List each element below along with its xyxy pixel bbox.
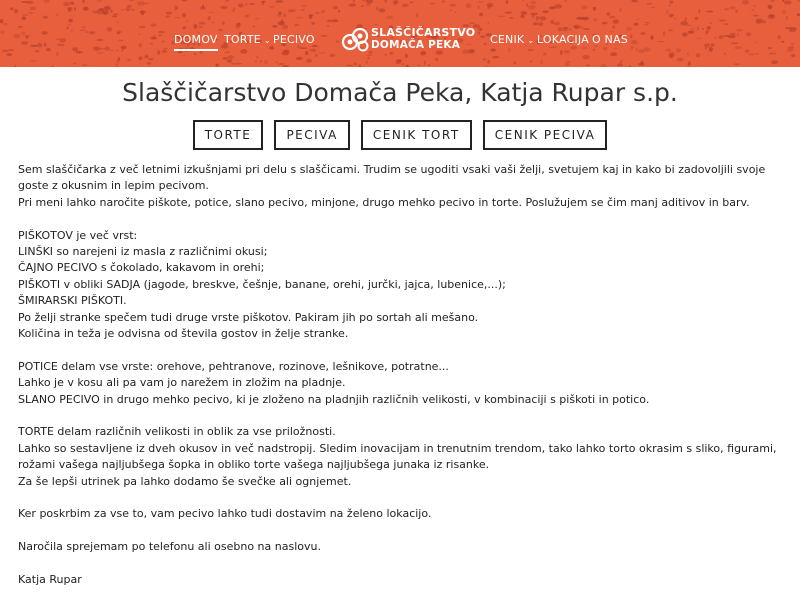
- peciva-button[interactable]: PECIVA: [274, 120, 349, 150]
- paragraph-intro: Pri meni lahko naročite piškote, potice, slano pecivo, minjone, drugo mehko pecivo in torte. Poslužujem se čim manj aditivov in barv.: [18, 195, 750, 209]
- cenik-tort-button[interactable]: CENIK TORT: [361, 120, 472, 150]
- nav-item-label: TORTE: [224, 33, 261, 46]
- signature: Katja Rupar: [18, 573, 82, 587]
- chevron-down-icon: ⌄: [263, 36, 271, 45]
- text-line: PIŠKOTI v obliki SADJA (jagode, breskve, češnje, banane, orehi, jurčki, jajca, lubenice,...);: [18, 277, 506, 291]
- site-logo[interactable]: [341, 26, 476, 54]
- cenik-peciva-button[interactable]: CENIK PECIVA: [483, 120, 608, 150]
- site-header: [0, 0, 800, 67]
- text-line: Lahko so sestavljene iz dveh okusov in več nadstropij. Sledim inovacijam in trenutnim trendom, tako lahko torto okrasim s sliko, figurami, rožami vašega najljubšega šopka in obliko torte vašega najljubšega junaka iz risanke.: [18, 441, 777, 472]
- nav-item-o-nas[interactable]: O NAS: [592, 33, 628, 46]
- text-line: Po želji stranke spečem tudi druge vrste piškotov. Pakiram jih po sortah ali mešano.: [18, 310, 479, 324]
- nav-item-lokacija[interactable]: LOKACIJA: [537, 33, 589, 46]
- nav-item-domov[interactable]: DOMOV: [174, 33, 218, 51]
- nav-item-pecivo[interactable]: PECIVO: [273, 33, 315, 46]
- text-line: SLANO PECIVO in drugo mehko pecivo, ki je zloženo na pladnjih različnih velikosti, v kombinaciji s piškoti in potico.: [18, 392, 650, 406]
- text-line: ŠMIRARSKI PIŠKOTI.: [18, 294, 127, 308]
- main-content: [18, 162, 788, 588]
- text-line: Lahko je v kosu ali pa vam jo narežem in zložim na pladnje.: [18, 376, 346, 390]
- text-line: TORTE delam različnih velikosti in oblik za vse priložnosti.: [18, 425, 336, 439]
- text-line: Za še lepši utrinek pa lahko dodamo še svečke ali ognjemet.: [18, 474, 352, 488]
- nav-item-label: CENIK: [490, 33, 525, 46]
- logo-line-2: DOMAČA PEKA: [371, 39, 461, 51]
- text-line: PIŠKOTOV je več vrst:: [18, 228, 138, 242]
- nav-item-cenik[interactable]: [490, 33, 534, 46]
- text-line: ČAJNO PECIVO s čokolado, kakavom in orehi;: [18, 261, 265, 275]
- cookies-logo-icon: [341, 27, 369, 53]
- text-line: Količina in teža je odvisna od števila gostov in želje stranke.: [18, 327, 349, 341]
- category-buttons: [0, 120, 800, 150]
- main-nav: [0, 0, 800, 67]
- page-title: Slaščičarstvo Domača Peka, Katja Rupar s.p.: [122, 78, 678, 107]
- logo-line-1: SLAŠČIČARSTVO: [371, 26, 476, 39]
- nav-item-torte[interactable]: [224, 33, 271, 46]
- text-line: Naročila sprejemam po telefonu ali osebno na naslovu.: [18, 540, 321, 554]
- paragraph-intro: Sem slaščičarka z več letnimi izkušnjami pri delu s slaščicami. Trudim se ugoditi vsaki vaši želji, svetujem kaj in kako bi zadovoljili svoje goste z okusnim in lepim pecivom.: [18, 163, 766, 193]
- chevron-down-icon: ⌄: [527, 36, 535, 45]
- torte-button[interactable]: TORTE: [193, 120, 264, 150]
- text-line: Ker poskrbim za vse to, vam pecivo lahko tudi dostavim na želeno lokacijo.: [18, 507, 432, 521]
- text-line: LINŠKI so narejeni iz masla z različnimi okusi;: [18, 245, 268, 259]
- text-line: POTICE delam vse vrste: orehove, pehtranove, rozinove, lešnikove, potratne...: [18, 359, 449, 373]
